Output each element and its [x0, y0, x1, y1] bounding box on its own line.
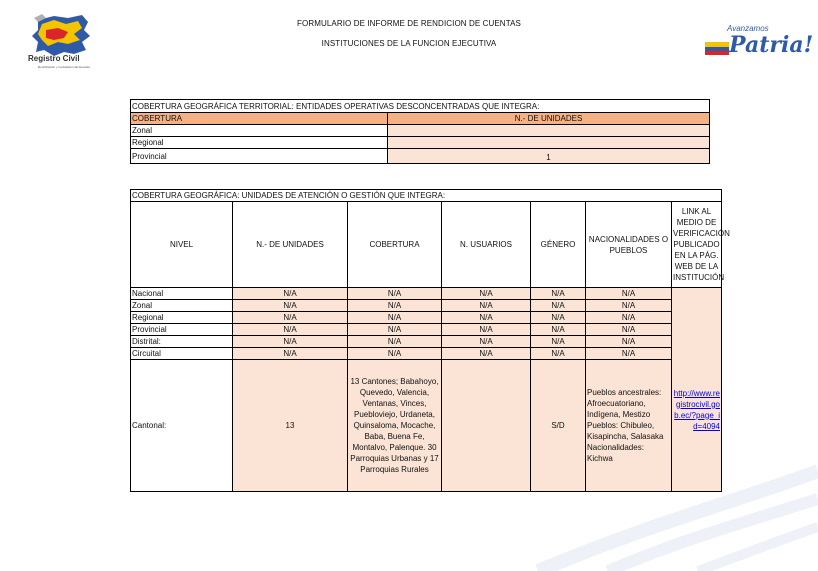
- table1-cell-label: Zonal: [131, 125, 388, 137]
- attention-units-table: [130, 189, 730, 492]
- table1-cell-value: [388, 137, 710, 149]
- table2-header-nationalities: NACIONALIDADES O PUEBLOS: [586, 202, 672, 288]
- table2-cell: N/A: [233, 336, 348, 348]
- table1-cell-label: Provincial: [131, 149, 388, 164]
- table2-cell: N/A: [348, 348, 442, 360]
- table2-cell: N/A: [348, 336, 442, 348]
- flag-red-stripe: [705, 51, 729, 55]
- territorial-coverage-table: [130, 99, 710, 164]
- table2-cell: N/A: [531, 300, 586, 312]
- table1-title: COBERTURA GEOGRÁFICA TERRITORIAL: ENTIDADES OPERATIVAS DESCONCENTRADAS QUE INTEGRA:: [131, 100, 710, 113]
- table2-cell: N/A: [531, 324, 586, 336]
- table2-cell: N/A: [586, 300, 672, 312]
- table2-cell: N/A: [348, 300, 442, 312]
- table2-cell: N/A: [348, 288, 442, 300]
- table1-cell-value: [388, 125, 710, 137]
- table2-cell: N/A: [531, 288, 586, 300]
- table2-cell: N/A: [442, 336, 531, 348]
- table2-header-coverage: COBERTURA: [348, 202, 442, 288]
- table2-cell: N/A: [586, 312, 672, 324]
- table-row: [131, 125, 710, 137]
- table1-header-units: N.- DE UNIDADES: [388, 113, 710, 125]
- table2-header-gender: GÉNERO: [531, 202, 586, 288]
- table-row: [131, 137, 710, 149]
- table2-cell-nivel: Circuital: [131, 348, 233, 360]
- patria-big-text: Patria!: [729, 32, 814, 58]
- table2-cell: N/A: [442, 348, 531, 360]
- table-row: [131, 288, 722, 300]
- table2-cell: N/A: [586, 348, 672, 360]
- table2-cell: N/A: [233, 348, 348, 360]
- table2-cell-nivel: Cantonal:: [131, 360, 233, 492]
- table2-cell-nivel: Regional: [131, 312, 233, 324]
- table2-cell-nivel: Provincial: [131, 324, 233, 336]
- table2-cell: N/A: [233, 312, 348, 324]
- patria-logo: [705, 24, 814, 68]
- form-subtitle: INSTITUCIONES DE LA FUNCION EJECUTIVA: [321, 39, 497, 48]
- table2-cell-coverage: 13 Cantones; Babahoyo, Quevedo, Valencia, Ventanas, Vinces, Puebloviejo, Urdaneta, Quinsaloma, Mocache, Baba, Buena Fe, Montalvo, Palenque. 30 Parroquias Urbanas y 17 Parroquias Rurales: [348, 360, 442, 492]
- table-row: [131, 149, 710, 164]
- verification-link[interactable]: http://www.registrocivil.gob.ec/?page_id=4094: [673, 388, 720, 431]
- registro-civil-name: Registro Civil: [28, 54, 80, 63]
- table2-cell-nivel: Nacional: [131, 288, 233, 300]
- table2-cell-nationalities: Pueblos ancestrales: Afroecuatoriano, Indígena, Mestizo Pueblos: Chibuleo, Kisapincha, Salasaka Nacionalidades: Kichwa: [586, 360, 672, 492]
- registro-civil-logo: [24, 12, 100, 78]
- table2-cell: N/A: [442, 288, 531, 300]
- table2-cell: N/A: [442, 300, 531, 312]
- table2-cell-nivel: Distrital:: [131, 336, 233, 348]
- table2-cell: N/A: [586, 288, 672, 300]
- table2-cell: S/D: [531, 360, 586, 492]
- table2-header-units: N.- DE UNIDADES: [233, 202, 348, 288]
- table2-cell: N/A: [233, 288, 348, 300]
- registro-civil-tagline: Identificación y Cedulación del Ecuador: [37, 65, 91, 69]
- table2-cell: N/A: [442, 312, 531, 324]
- table2-cell: 13: [233, 360, 348, 492]
- table2-cell: [442, 360, 531, 492]
- table2-cell: N/A: [531, 348, 586, 360]
- table-row: [131, 360, 722, 492]
- table2-cell: N/A: [586, 324, 672, 336]
- table-row: [131, 300, 722, 312]
- table2-header-nivel: NIVEL: [131, 202, 233, 288]
- patria-small-text: Avanzamos: [727, 24, 769, 33]
- table2-cell: N/A: [233, 300, 348, 312]
- table-row: [131, 336, 722, 348]
- table1-cell-label: Regional: [131, 137, 388, 149]
- table1-header-coverage: COBERTURA: [131, 113, 388, 125]
- table2-header-link: LINK AL MEDIO DE VERIFICACIÓN PUBLICADO EN LA PÁG. WEB DE LA INSTITUCIÓN: [672, 202, 722, 288]
- table2-cell: N/A: [531, 336, 586, 348]
- table2-link-cell: [672, 288, 722, 492]
- table2-cell: N/A: [531, 312, 586, 324]
- table2-cell: N/A: [586, 336, 672, 348]
- table2-cell: N/A: [442, 324, 531, 336]
- table-row: [131, 348, 722, 360]
- table2-title: COBERTURA GEOGRÁFICA: UNIDADES DE ATENCIÓN O GESTIÓN QUE INTEGRA:: [131, 190, 722, 202]
- table2-cell: N/A: [348, 312, 442, 324]
- table2-cell: N/A: [233, 324, 348, 336]
- table2-header-users: N. USUARIOS: [442, 202, 531, 288]
- table2-cell: N/A: [348, 324, 442, 336]
- table1-cell-value: 1: [388, 149, 710, 164]
- form-title: FORMULARIO DE INFORME DE RENDICION DE CUENTAS: [297, 19, 521, 28]
- table-row: [131, 324, 722, 336]
- table2-cell-nivel: Zonal: [131, 300, 233, 312]
- table-row: [131, 312, 722, 324]
